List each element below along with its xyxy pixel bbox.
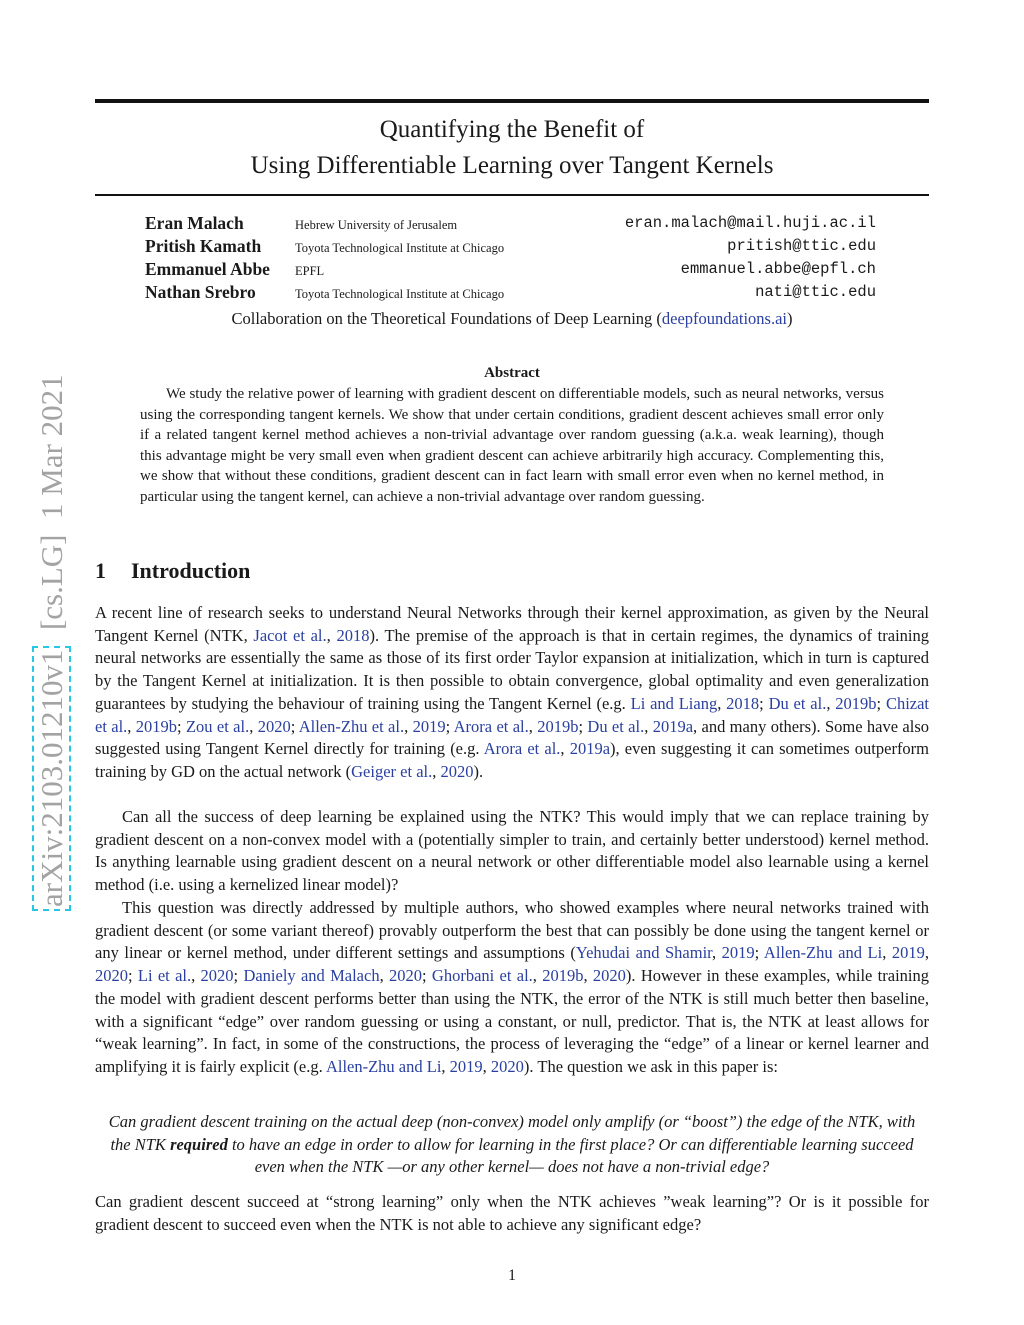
citation-link[interactable]: Daniely and Malach — [243, 966, 380, 986]
author-row — [145, 281, 876, 303]
citation-link[interactable]: Li and Liang — [630, 693, 718, 713]
citation-link[interactable]: Arora et al. — [453, 716, 529, 736]
author-name: Eran Malach — [145, 213, 244, 233]
citation-link[interactable]: Du et al. — [587, 716, 645, 736]
abstract-body: We study the relative power of learning with gradient descent on differentiable models, such as neural networks, versus using the corresponding tangent kernels. We show that under certain conditions, gradient descent achieves small error only if a related tangent kernel method achieves a non-trivial advantage over random guessing (a.k.a. weak learning), though this advantage might be very small even when gradient descent can achieve arbitrarily high accuracy. Complementing this, we show that without these conditions, gradient descent can in fact learn with small error even when no kernel method, in particular using the tangent kernel, can achieve a non-trivial advantage over random guessing. — [140, 386, 884, 505]
intro-paragraph-1: A recent line of research seeks to understand Neural Networks through their kernel approximation, as given by the Neural Tangent Kernel (NTK, Jacot et al., 2018). The premise of the approach is that in certain regimes, the dynamics of training neural networks are essentially the same as those of its first order Taylor expansion at initialization, which in turn is captured by the Tangent Kernel at initialization. It is then possible to obtain convergence, global optimality and even generalization guarantees by studying the behaviour of training using the Tangent Kernel (e.g. Li and Liang, 2018; Du et al., 2019b; Chizat et al., 2019b; Zou et al., 2020; Allen-Zhu et al., 2019; Arora et al., 2019b; Du et al., 2019a, and many others). Some have also suggested using Tangent Kernel directly for training (e.g. Arora et al., 2019a), even suggesting it can sometimes outperform training by GD on the actual network (Geiger et al., 2020). — [95, 603, 930, 781]
arxiv-date: 1 Mar 2021 — [34, 374, 69, 519]
citation-link[interactable]: Geiger et al. — [351, 761, 433, 781]
paper-title-line-2: Using Differentiable Learning over Tangent Kernels — [250, 152, 774, 179]
author-name: Pritish Kamath — [145, 236, 262, 256]
author-email[interactable]: eran.malach@mail.huji.ac.il — [624, 214, 876, 232]
citation-year-link[interactable]: 2019a — [569, 739, 611, 759]
citation-year-link[interactable]: 2019b — [537, 716, 579, 736]
author-email[interactable]: emmanuel.abbe@epfl.ch — [680, 260, 876, 278]
text-run: This question was directly addressed by multiple authors, who showed examples where neural networks trained with gradient descent (or some variant thereof) provably outperform the best that can possibly be done using the tangent kernel or any linear or kernel method, under different settings and assumptions ( — [95, 898, 929, 963]
citation-year-link[interactable]: 2020 — [95, 966, 128, 986]
research-question — [105, 1111, 919, 1179]
text-run: to have an edge in order to allow for learning in the first place? Or can differentiable learning succeed even when the NTK —or any other kernel— does not have a non-trivial edge? — [227, 1134, 914, 1177]
text-run: A recent line of research seeks to understand Neural Networks through their kernel approximation, as given by the Neural Tangent Kernel (NTK, — [95, 603, 929, 645]
citation-link[interactable]: Arora et al. — [483, 739, 561, 759]
text-run: Can gradient descent training on the actual deep (non-convex) model only amplify (or “boost”) the edge of the NTK, with the NTK — [108, 1112, 916, 1154]
text-run: ). — [473, 761, 484, 781]
text-run: ). However in these examples, while training the model with gradient descent performs better than using the NTK, the error of the NTK is still much better then baseline, with a significant “edge” over random guessing or using a constant, or null, predictor. That is, the NTK at least allows for “weak learning”. In fact, in some of the constructions, the process of leveraging the “edge” of a linear or kernel learner and amplifying it is fairly explicit (e.g. — [95, 966, 930, 1076]
author-name: Nathan Srebro — [145, 282, 256, 302]
citation-year-link[interactable]: 2019a — [652, 716, 694, 736]
title-rule-bottom — [95, 194, 929, 196]
section-number: 1 — [95, 558, 106, 583]
citation-year-link[interactable]: 2019 — [412, 716, 446, 736]
text-run: , and many others). Some have also suggested using Tangent Kernel directly for training (e.g. — [95, 716, 929, 759]
citation-link[interactable]: Allen-Zhu and Li — [325, 1056, 442, 1076]
author-email[interactable]: nati@ttic.edu — [755, 283, 876, 301]
author-affiliation: EPFL — [295, 264, 325, 278]
citation-year-link[interactable]: 2020 — [592, 966, 626, 986]
citation-year-link[interactable]: 2018 — [336, 625, 370, 645]
collaboration-text: Collaboration on the Theoretical Foundations of Deep Learning ( — [231, 309, 662, 328]
author-affiliation: Toyota Technological Institute at Chicago — [295, 241, 505, 255]
author-affiliation: Hebrew University of Jerusalem — [295, 218, 458, 232]
citation-link[interactable]: Allen-Zhu et al. — [298, 716, 405, 736]
citation-year-link[interactable]: 2019 — [449, 1056, 483, 1076]
collaboration-close: ) — [787, 309, 793, 328]
title-rule-top — [95, 99, 929, 103]
page-number: 1 — [508, 1267, 516, 1284]
citation-year-link[interactable]: 2018 — [726, 693, 760, 713]
citation-link[interactable]: Li et al. — [137, 966, 192, 986]
arxiv-stamp — [35, 374, 69, 911]
citation-year-link[interactable]: 2020 — [440, 761, 474, 781]
text-run: ). The question we ask in this paper is: — [523, 1056, 778, 1076]
citation-link[interactable]: Ghorbani et al. — [431, 966, 533, 986]
citation-link[interactable]: Allen-Zhu and Li — [763, 943, 883, 963]
citation-link[interactable]: Chizat et al. — [95, 693, 930, 736]
citation-link[interactable]: Zou et al. — [185, 716, 250, 736]
author-email[interactable]: pritish@ttic.edu — [727, 237, 876, 255]
author-affiliation: Toyota Technological Institute at Chicago — [295, 287, 505, 301]
author-row — [145, 212, 876, 234]
author-name: Emmanuel Abbe — [145, 259, 270, 279]
citation-year-link[interactable]: 2019 — [721, 943, 755, 963]
author-row — [145, 258, 876, 280]
intro-paragraph-3: This question was directly addressed by multiple authors, who showed examples where neural networks trained with gradient descent (or some variant thereof) provably outperform the best that can possibly be done using the tangent kernel or any linear or kernel method, under different settings and assumptions (Yehudai and Shamir, 2019; Allen-Zhu and Li, 2019, 2020; Li et al., 2020; Daniely and Malach, 2020; Ghorbani et al., 2019b, 2020). However in these examples, while training the model with gradient descent performs better than using the NTK, the error of the NTK is still much better then baseline, with a significant “edge” over random guessing or using a constant, or null, predictor. That is, the NTK at least allows for “weak learning”. In fact, in some of the constructions, the process of leveraging the “edge” of a linear or kernel learner and amplifying it is fairly explicit (e.g. Allen-Zhu and Li, 2019, 2020). The question we ask in this paper is: — [95, 898, 930, 1076]
section-heading — [95, 557, 250, 585]
abstract-heading: Abstract — [484, 365, 540, 381]
collaboration-note — [95, 308, 929, 330]
paper-title-line-1: Quantifying the Benefit of — [379, 116, 645, 143]
citation-year-link[interactable]: 2019b — [835, 693, 877, 713]
citation-year-link[interactable]: 2019b — [542, 966, 584, 986]
arxiv-id-link[interactable]: arXiv:2103.01210v1 — [32, 646, 71, 911]
intro-paragraph-4: Can gradient descent succeed at “strong learning” only when the NTK achieves ”weak learning”? Or is it possible for gradient descent to succeed even when the NTK is not able to achieve any significant edge? — [95, 1192, 929, 1234]
citation-year-link[interactable]: 2019 — [891, 943, 925, 963]
citation-year-link[interactable]: 2020 — [389, 966, 423, 986]
arxiv-category: [cs.LG] — [34, 534, 69, 631]
text-run: ), even suggesting it can sometimes outperform training by GD on the actual network ( — [95, 739, 930, 781]
text-run: ). The premise of the approach is that in certain regimes, the dynamics of training neural networks are essentially the same as those of its first order Taylor expansion at initialization, which in turn is captured by the Tangent Kernel at initialization. It is then possible to obtain convergence, global optimality and even generalization guarantees by studying the behaviour of training using the Tangent Kernel (e.g. — [95, 625, 930, 713]
citation-link[interactable]: Yehudai and Shamir — [575, 943, 712, 963]
citation-link[interactable]: Jacot et al. — [253, 625, 327, 645]
citation-year-link[interactable]: 2019b — [135, 716, 178, 736]
citation-year-link[interactable]: 2020 — [490, 1056, 524, 1076]
author-row — [145, 235, 876, 257]
citation-year-link[interactable]: 2020 — [257, 716, 291, 736]
emphasis-required: required — [170, 1134, 228, 1154]
intro-paragraph-2: Can all the success of deep learning be explained using the NTK? This would imply that we can replace training by gradient descent on a non-convex model with a (potentially simpler to train, and certainly better understood) kernel method. Is anything learnable using gradient descent on a neural network or other differentiable model also learnable using a kernel method (i.e. using a kernelized linear model)? — [95, 807, 929, 895]
deepfoundations-link[interactable]: deepfoundations.ai — [661, 309, 787, 328]
citation-year-link[interactable]: 2020 — [200, 966, 234, 986]
citation-link[interactable]: Du et al. — [768, 693, 827, 713]
section-title: Introduction — [131, 558, 251, 583]
